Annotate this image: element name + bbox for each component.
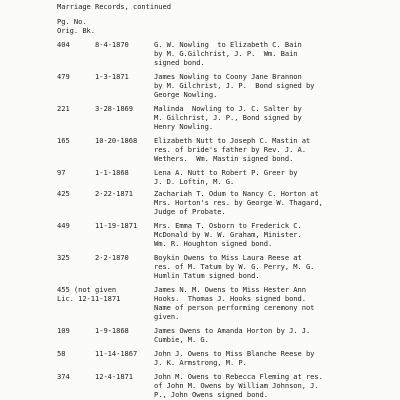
- entry-line: Mrs. Emma T. Osborn to Frederick C.: [154, 221, 302, 230]
- entry-date: 1-9-1868: [95, 326, 129, 335]
- entry-line: Humlin Tatum signed bond.: [154, 271, 260, 280]
- entry-line: Boykin Owens to Miss Laura Reese at: [154, 253, 302, 262]
- entry-line: Mrs. Horton's res. by George W. Thagard,: [154, 198, 323, 207]
- entry-line: by M. Gilchrist, J. P. Bond signed by: [154, 81, 315, 90]
- entry-page-number: 479: [57, 72, 70, 81]
- entry-line: Malinda Nowling to J. C. Salter by: [154, 104, 302, 113]
- entry-line: given.: [154, 312, 180, 321]
- entry-line: G. W. Nowling to Elizabeth C. Bain: [154, 40, 302, 49]
- entry-line: of John M. Owens by William Johnson, J.: [154, 381, 319, 390]
- entry-page-number: 425: [57, 189, 70, 198]
- entry-page-number: 97: [57, 168, 66, 177]
- column-header-page-number: Pg. No.: [57, 17, 87, 26]
- entry-line: George Nowling.: [154, 90, 218, 99]
- entry-line: James Owens to Amanda Horton by J. J.: [154, 326, 311, 335]
- entry-date: 1-3-1871: [95, 72, 129, 81]
- entry-date: 12-4-1871: [95, 372, 133, 381]
- entry-date: 11-19-1871: [95, 221, 138, 230]
- entry-date: 3-28-1869: [95, 104, 133, 113]
- entry-line: Lena A. Nutt to Robert P. Greer by: [154, 168, 298, 177]
- entry-license-date: Lic. 12-11-1871: [57, 294, 121, 303]
- entry-page-number: 374: [57, 372, 70, 381]
- entry-page-number: 165: [57, 136, 70, 145]
- entry-line: Judge of Probate.: [154, 207, 226, 216]
- entry-page-number: 325: [57, 253, 70, 262]
- entry-line: Cumbie, M. G.: [154, 335, 209, 344]
- entry-line: J. D. Loftin, M. G.: [154, 177, 235, 186]
- column-header-original-book: Orig. Bk.: [57, 26, 95, 35]
- entry-line: Elizabeth Nutt to Joseph C. Mastin at: [154, 136, 311, 145]
- entry-date: 10-20-1868: [95, 136, 138, 145]
- entry-date: 8-4-1870: [95, 40, 129, 49]
- entry-line: by M. G.Gilchrist, J. P. Wm. Bain: [154, 49, 298, 58]
- entry-line: signed bond.: [154, 58, 205, 67]
- entry-line: Zachariah T. Odum to Nancy C. Horton at: [154, 189, 319, 198]
- entry-page-number: 455 (not given: [57, 285, 117, 294]
- entry-line: J. K. Armstrong, M. P.: [154, 358, 247, 367]
- entry-line: James N. M. Owens to Miss Hester Ann: [154, 285, 306, 294]
- entry-line: Wm. R. Houghton signed bond.: [154, 239, 273, 248]
- page-header-title: Marriage Records, continued: [57, 2, 171, 11]
- entry-line: James Nowling to Coony Jane Brannon: [154, 72, 302, 81]
- entry-page-number: 221: [57, 104, 70, 113]
- entry-line: Henry Nowling.: [154, 122, 214, 131]
- entry-page-number: 404: [57, 40, 70, 49]
- entry-line: Hooks. Thomas J. Hooks signed bond.: [154, 294, 306, 303]
- entry-line: John M. Owens to Rebecca Fleming at res.: [154, 372, 323, 381]
- entry-date: 11-14-1867: [95, 349, 138, 358]
- entry-line: M. Gilchrist, J. P., Bond signed by: [154, 113, 302, 122]
- entry-line: John J. Owens to Miss Blanche Reese by: [154, 349, 315, 358]
- entry-line: McDonald by W. W. Graham, Minister.: [154, 230, 302, 239]
- entry-date: 1-1-1868: [95, 168, 129, 177]
- entry-page-number: 449: [57, 221, 70, 230]
- entry-line: P., John Owens signed bond.: [154, 390, 268, 399]
- entry-date: 2-22-1871: [95, 189, 133, 198]
- entry-page-number: 109: [57, 326, 70, 335]
- entry-page-number: 58: [57, 349, 66, 358]
- entry-line: Wethers. Wm. Mastin signed bond.: [154, 154, 294, 163]
- entry-date: 2-2-1870: [95, 253, 129, 262]
- entry-line: res. of bride's father by Rev. J. A.: [154, 145, 306, 154]
- entry-line: Name of person performing ceremony not: [154, 303, 315, 312]
- entry-line: res. of M. Tatum by W. G. Perry, M. G.: [154, 262, 315, 271]
